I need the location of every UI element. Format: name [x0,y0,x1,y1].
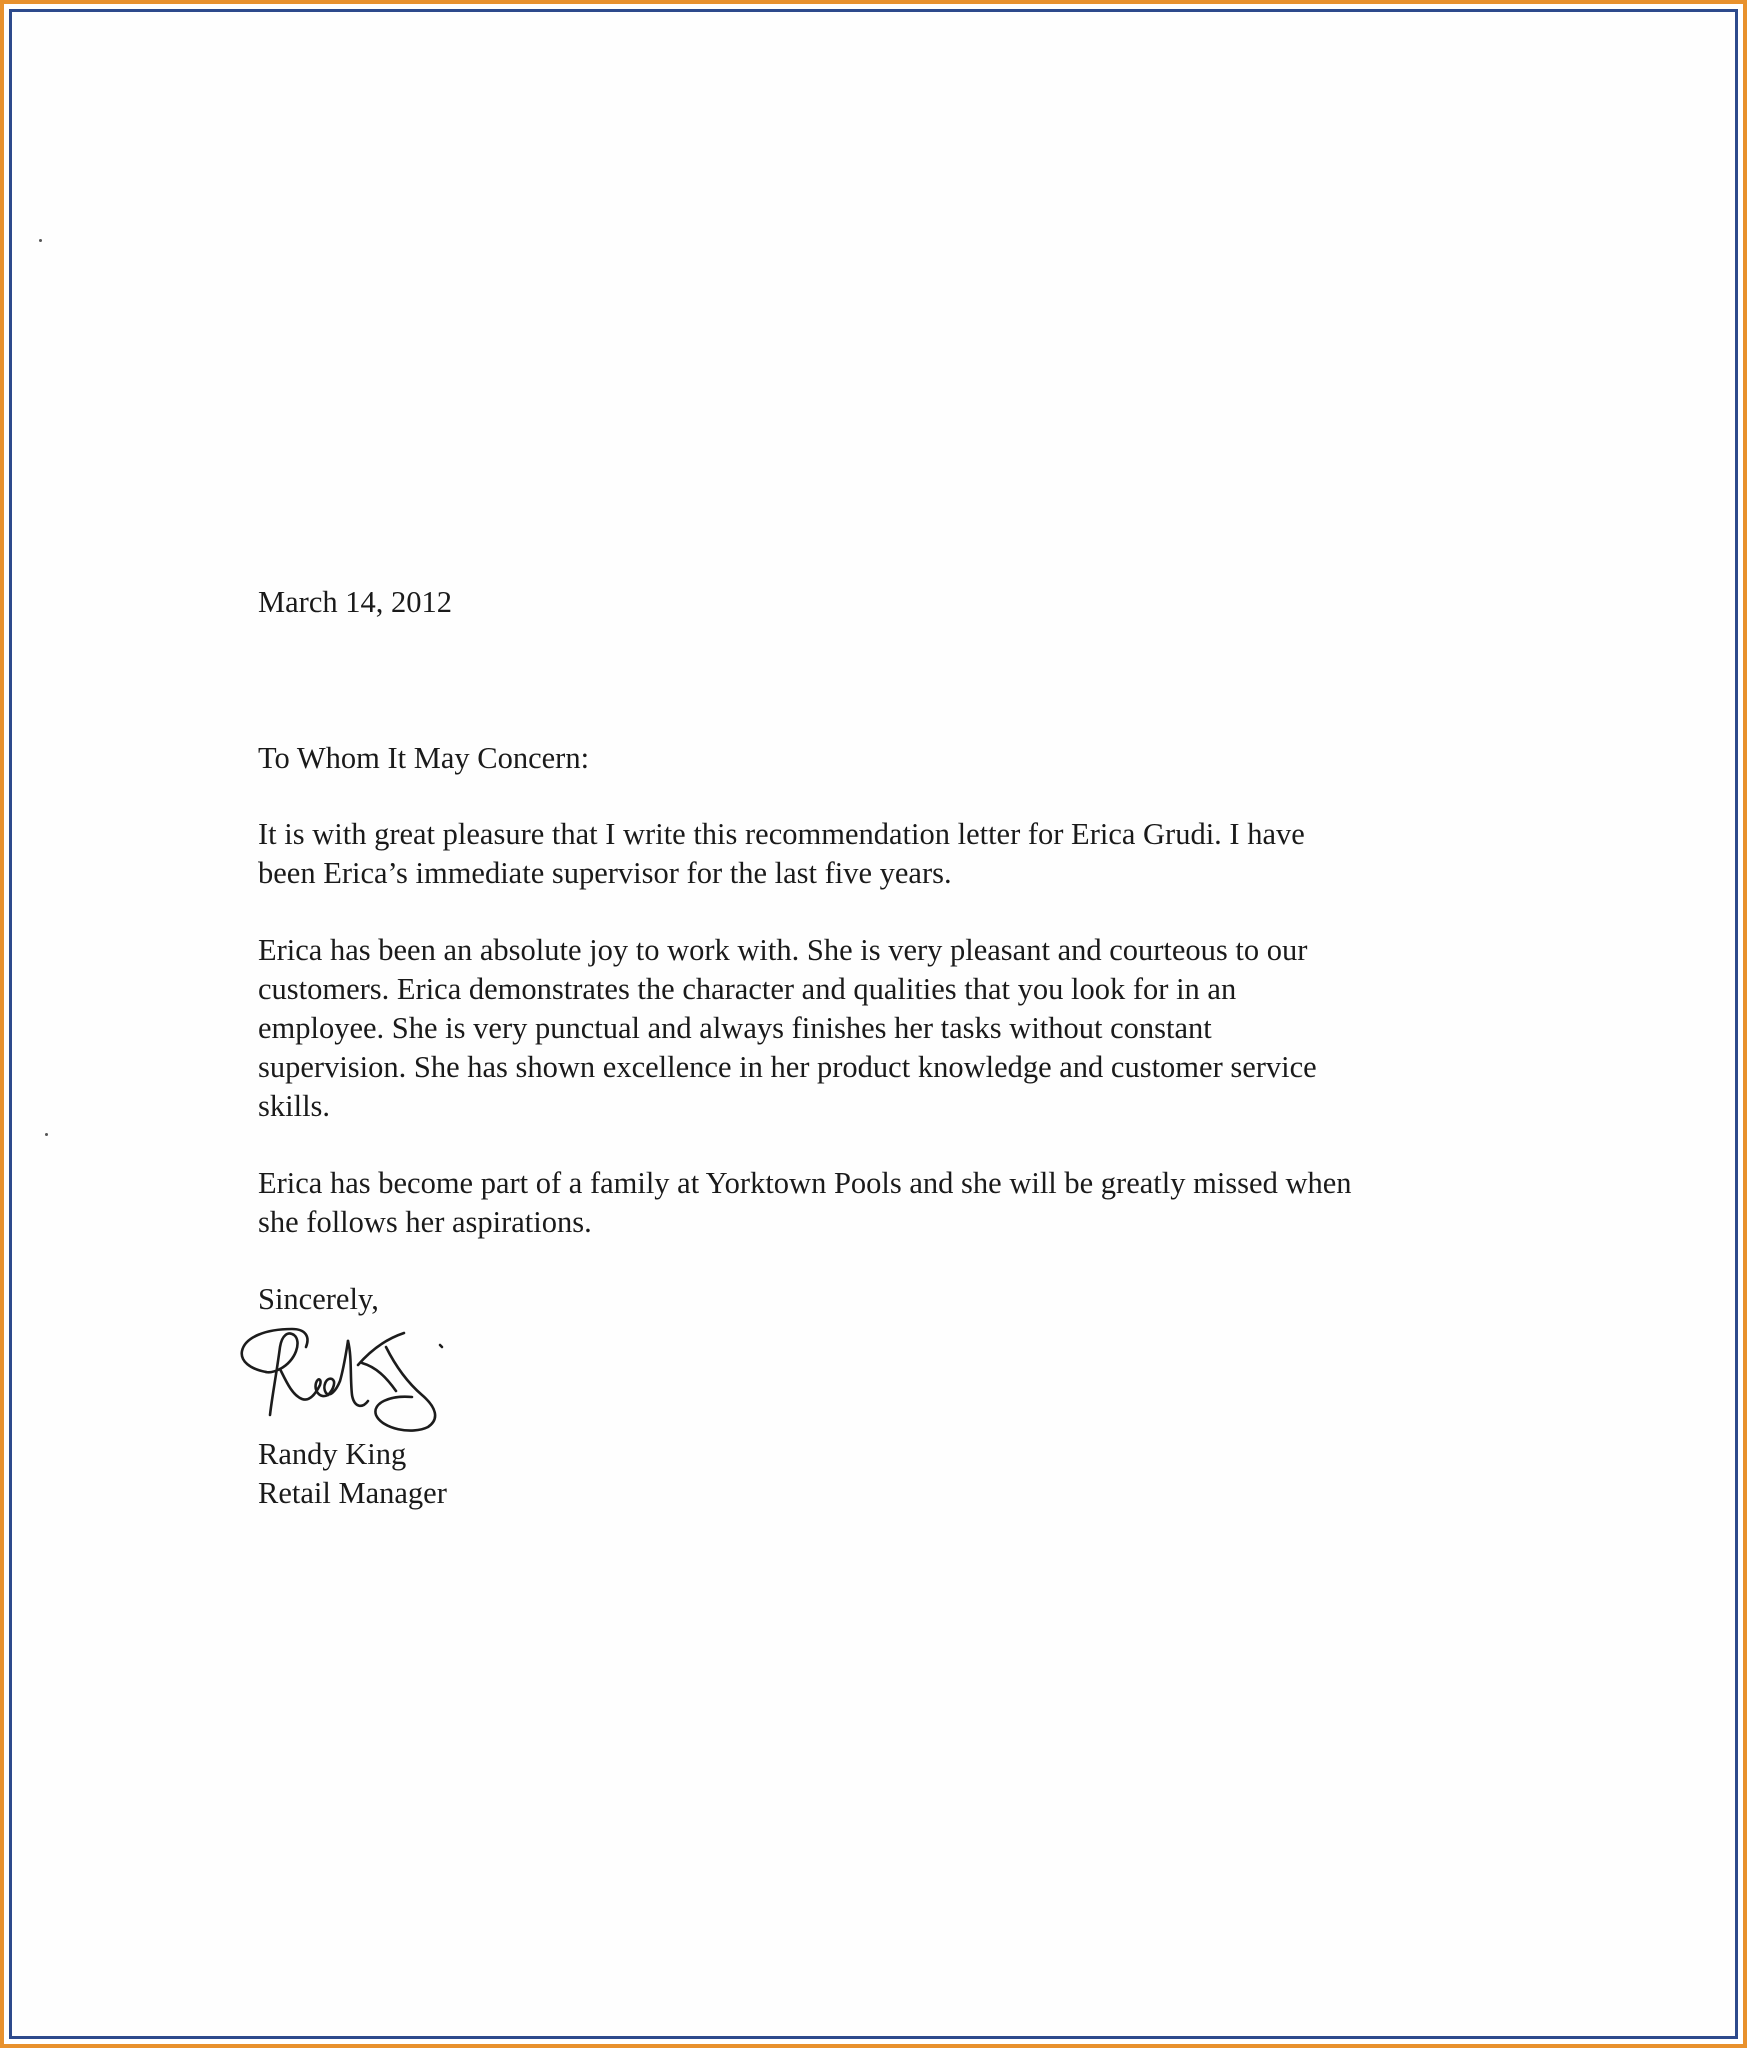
letter-date: March 14, 2012 [258,585,452,619]
paragraph-line: It is with great pleasure that I write this recommendation letter for Erica Grudi. I have [258,817,1305,851]
paragraph-1 [258,815,1558,893]
paragraph-line: Erica has been an absolute joy to work with. She is very pleasant and courteous to our [258,933,1308,967]
handwritten-signature [236,1317,496,1435]
scan-speck [39,239,42,242]
paragraph-2 [258,931,1558,1126]
paragraph-line: she follows her aspirations. [258,1205,592,1239]
paragraph-3 [258,1164,1558,1242]
signer-name: Randy King [258,1437,407,1471]
paragraph-line: employee. She is very punctual and always finishes her tasks without constant [258,1011,1212,1045]
paragraph-line: supervision. She has shown excellence in her product knowledge and customer service [258,1050,1317,1084]
paragraph-line: skills. [258,1089,331,1123]
signer-title: Retail Manager [258,1476,447,1510]
letter-salutation: To Whom It May Concern: [258,741,590,775]
paragraph-line: been Erica’s immediate supervisor for the last five years. [258,856,952,890]
letter-closing: Sincerely, [258,1282,379,1316]
paragraph-line: Erica has become part of a family at Yorktown Pools and she will be greatly missed when [258,1166,1352,1200]
letter-body [258,583,1558,1513]
paragraph-line: customers. Erica demonstrates the character and qualities that you look for in an [258,972,1237,1006]
scan-speck [45,1133,48,1136]
